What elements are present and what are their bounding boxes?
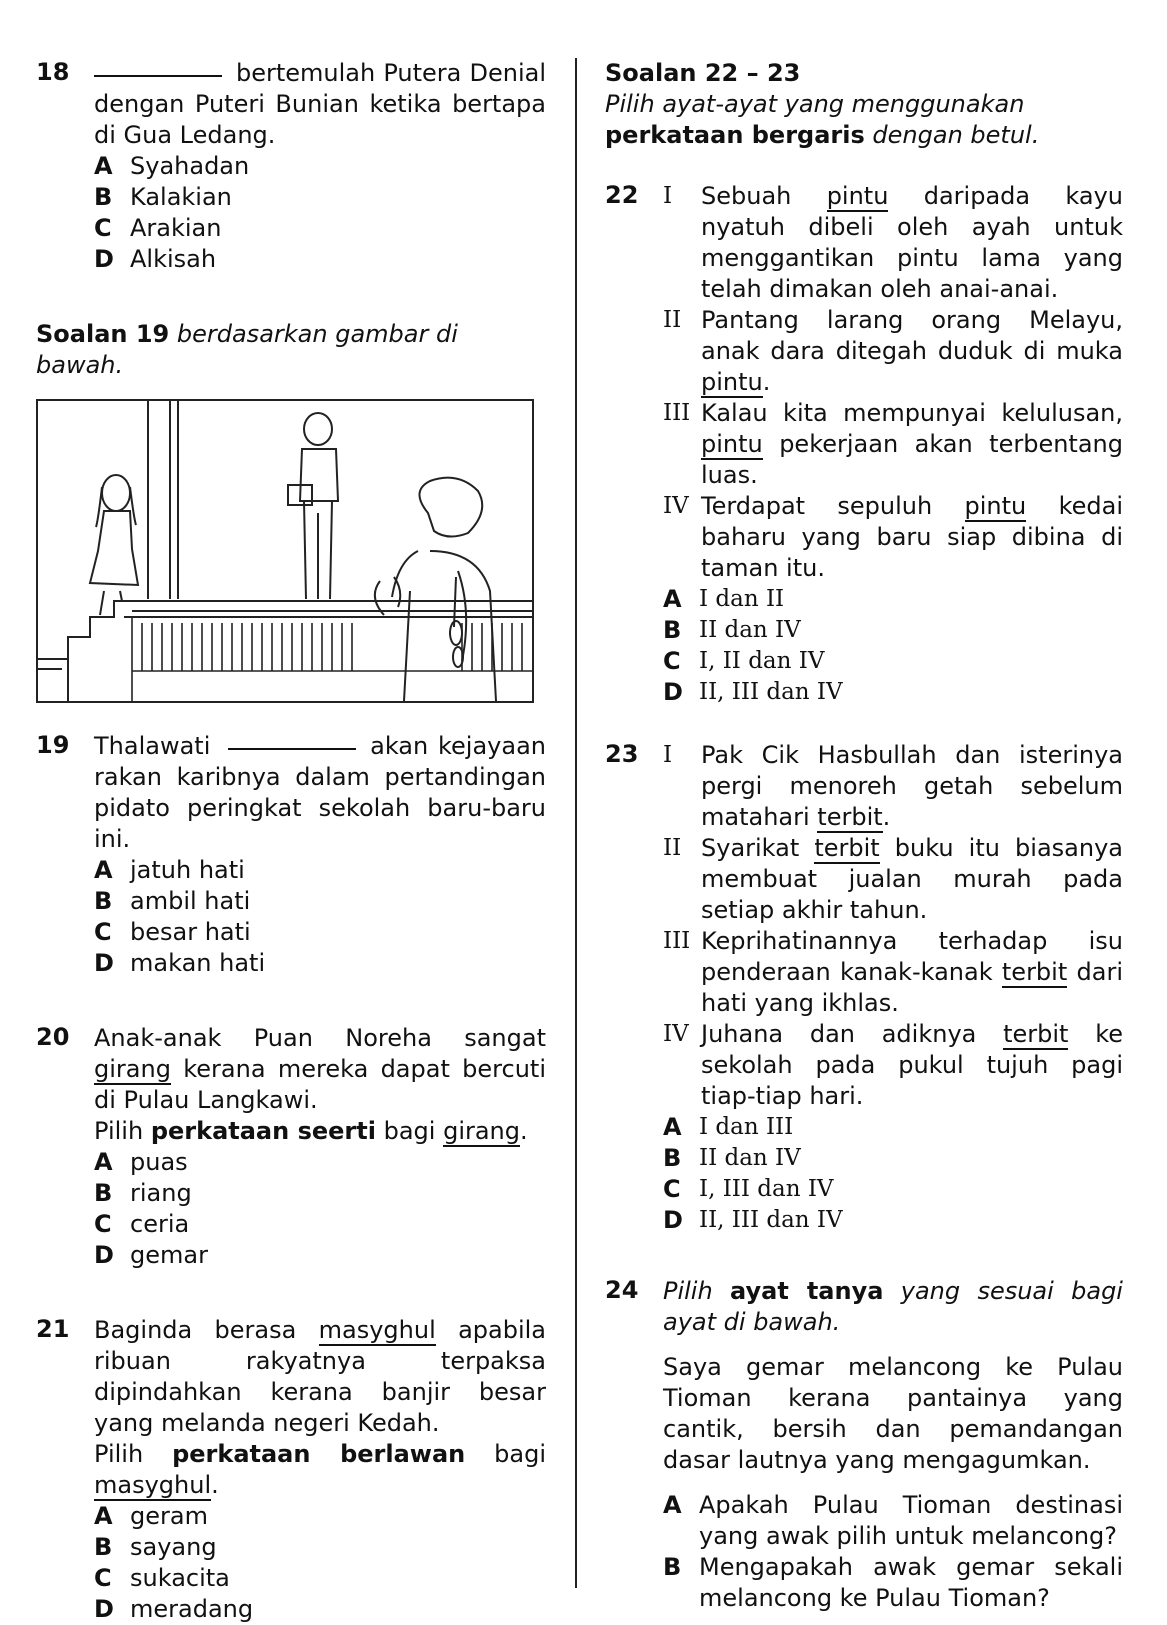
option-c[interactable]: C Arakian (94, 214, 222, 242)
left-column (36, 58, 546, 1625)
statement-iii: III Keprihatinannya terhadap isu penderaan kanak-kanak terbit dari hati yang ikhlas. (663, 927, 1123, 1017)
question-instruction: Pilih perkataan berlawan bagi masyghul. (94, 1440, 546, 1499)
option-c[interactable]: C ceria (94, 1210, 190, 1238)
section-22-23-instruction: Soalan 22 – 23 Pilih ayat-ayat yang menggunakan perkataan bergaris dengan betul. (605, 58, 1123, 151)
right-column (605, 58, 1123, 1614)
option-c[interactable]: C besar hati (94, 918, 251, 946)
question-number: 24 (605, 1276, 639, 1304)
option-d[interactable]: D II, III dan IV (663, 678, 843, 706)
option-b[interactable]: B sayang (94, 1533, 217, 1561)
question-passage: Saya gemar melancong ke Pulau Tioman kerana pantainya yang cantik, bersih dan pemandangan dasar lautnya yang mengagumkan. (663, 1353, 1123, 1474)
option-a[interactable]: A Syahadan (94, 152, 250, 180)
option-b[interactable]: B riang (94, 1179, 192, 1207)
question-number: 20 (36, 1023, 70, 1051)
question-22 (605, 181, 1123, 708)
option-c[interactable]: C sukacita (94, 1564, 230, 1592)
answer-blank (228, 748, 356, 750)
question-number: 18 (36, 58, 70, 86)
question-21 (36, 1315, 546, 1625)
option-b[interactable]: B II dan IV (663, 1144, 801, 1172)
answer-blank (94, 75, 222, 77)
question-24 (605, 1276, 1123, 1614)
statement-i: I Pak Cik Hasbullah dan isterinya pergi menoreh getah sebelum matahari terbit. (663, 741, 1123, 831)
option-a[interactable]: A Apakah Pulau Tioman destinasi yang awak pilih untuk melancong? (663, 1491, 1123, 1550)
option-d[interactable]: D Alkisah (94, 245, 217, 273)
option-d[interactable]: D gemar (94, 1241, 208, 1269)
statement-i: I Sebuah pintu daripada kayu nyatuh dibeli oleh ayah untuk menggantikan pintu lama yang telah dimakan oleh anai-anai. (663, 182, 1123, 303)
option-a[interactable]: A jatuh hati (94, 856, 245, 884)
statement-ii: II Pantang larang orang Melayu, anak dara ditegah duduk di muka pintu. (663, 306, 1123, 396)
question-stem: bertemulah Putera Denial dengan Puteri Bunian ketika bertapa di Gua Ledang. (94, 59, 546, 149)
question-number: 19 (36, 731, 70, 759)
option-d[interactable]: D makan hati (94, 949, 266, 977)
section-title: Soalan 22 – 23 (605, 59, 801, 87)
option-a[interactable]: A puas (94, 1148, 188, 1176)
question-18 (36, 58, 546, 275)
question-stem: Anak-anak Puan Noreha sangat girang kerana mereka dapat bercuti di Pulau Langkawi. (94, 1024, 546, 1114)
question-stem: Baginda berasa masyghul apabila ribuan rakyatnya terpaksa dipindahkan kerana banjir besar yang melanda negeri Kedah. (94, 1316, 546, 1437)
question-number: 22 (605, 181, 639, 209)
option-b[interactable]: B II dan IV (663, 616, 801, 644)
statement-iii: III Kalau kita mempunyai kelulusan, pintu pekerjaan akan terbentang luas. (663, 399, 1123, 489)
stage-illustration (36, 399, 534, 703)
option-c[interactable]: C I, II dan IV (663, 647, 825, 675)
statement-ii: II Syarikat terbit buku itu biasanya membuat jualan murah pada setiap akhir tahun. (663, 834, 1123, 924)
soalan-19-instruction: Soalan 19 berdasarkan gambar di bawah. (36, 320, 458, 379)
question-20 (36, 1023, 546, 1271)
statement-iv: IV Terdapat sepuluh pintu kedai baharu yang baru siap dibina di taman itu. (663, 492, 1123, 582)
option-c[interactable]: C I, III dan IV (663, 1175, 834, 1203)
option-a[interactable]: A geram (94, 1502, 208, 1530)
option-d[interactable]: D II, III dan IV (663, 1206, 843, 1234)
question-instruction: Pilih perkataan seerti bagi girang. (94, 1117, 528, 1145)
option-b[interactable]: B ambil hati (94, 887, 251, 915)
question-instruction: Pilih ayat tanya yang sesuai bagi ayat di bawah. (663, 1277, 1123, 1336)
option-d[interactable]: D meradang (94, 1595, 254, 1623)
question-number: 21 (36, 1315, 70, 1343)
question-number: 23 (605, 740, 639, 768)
option-a[interactable]: A I dan II (663, 585, 785, 613)
option-b[interactable]: B Mengapakah awak gemar sekali melancong ke Pulau Tioman? (663, 1553, 1123, 1612)
question-stem: Thalawati akan kejayaan rakan karibnya dalam pertandingan pidato peringkat sekolah baru-baru ini. (94, 732, 546, 853)
question-19 (36, 731, 546, 979)
option-b[interactable]: B Kalakian (94, 183, 232, 211)
statement-iv: IV Juhana dan adiknya terbit ke sekolah pada pukul tujuh pagi tiap-tiap hari. (663, 1020, 1123, 1110)
question-23 (605, 740, 1123, 1236)
column-divider (575, 58, 577, 1588)
option-a[interactable]: A I dan III (663, 1113, 794, 1141)
